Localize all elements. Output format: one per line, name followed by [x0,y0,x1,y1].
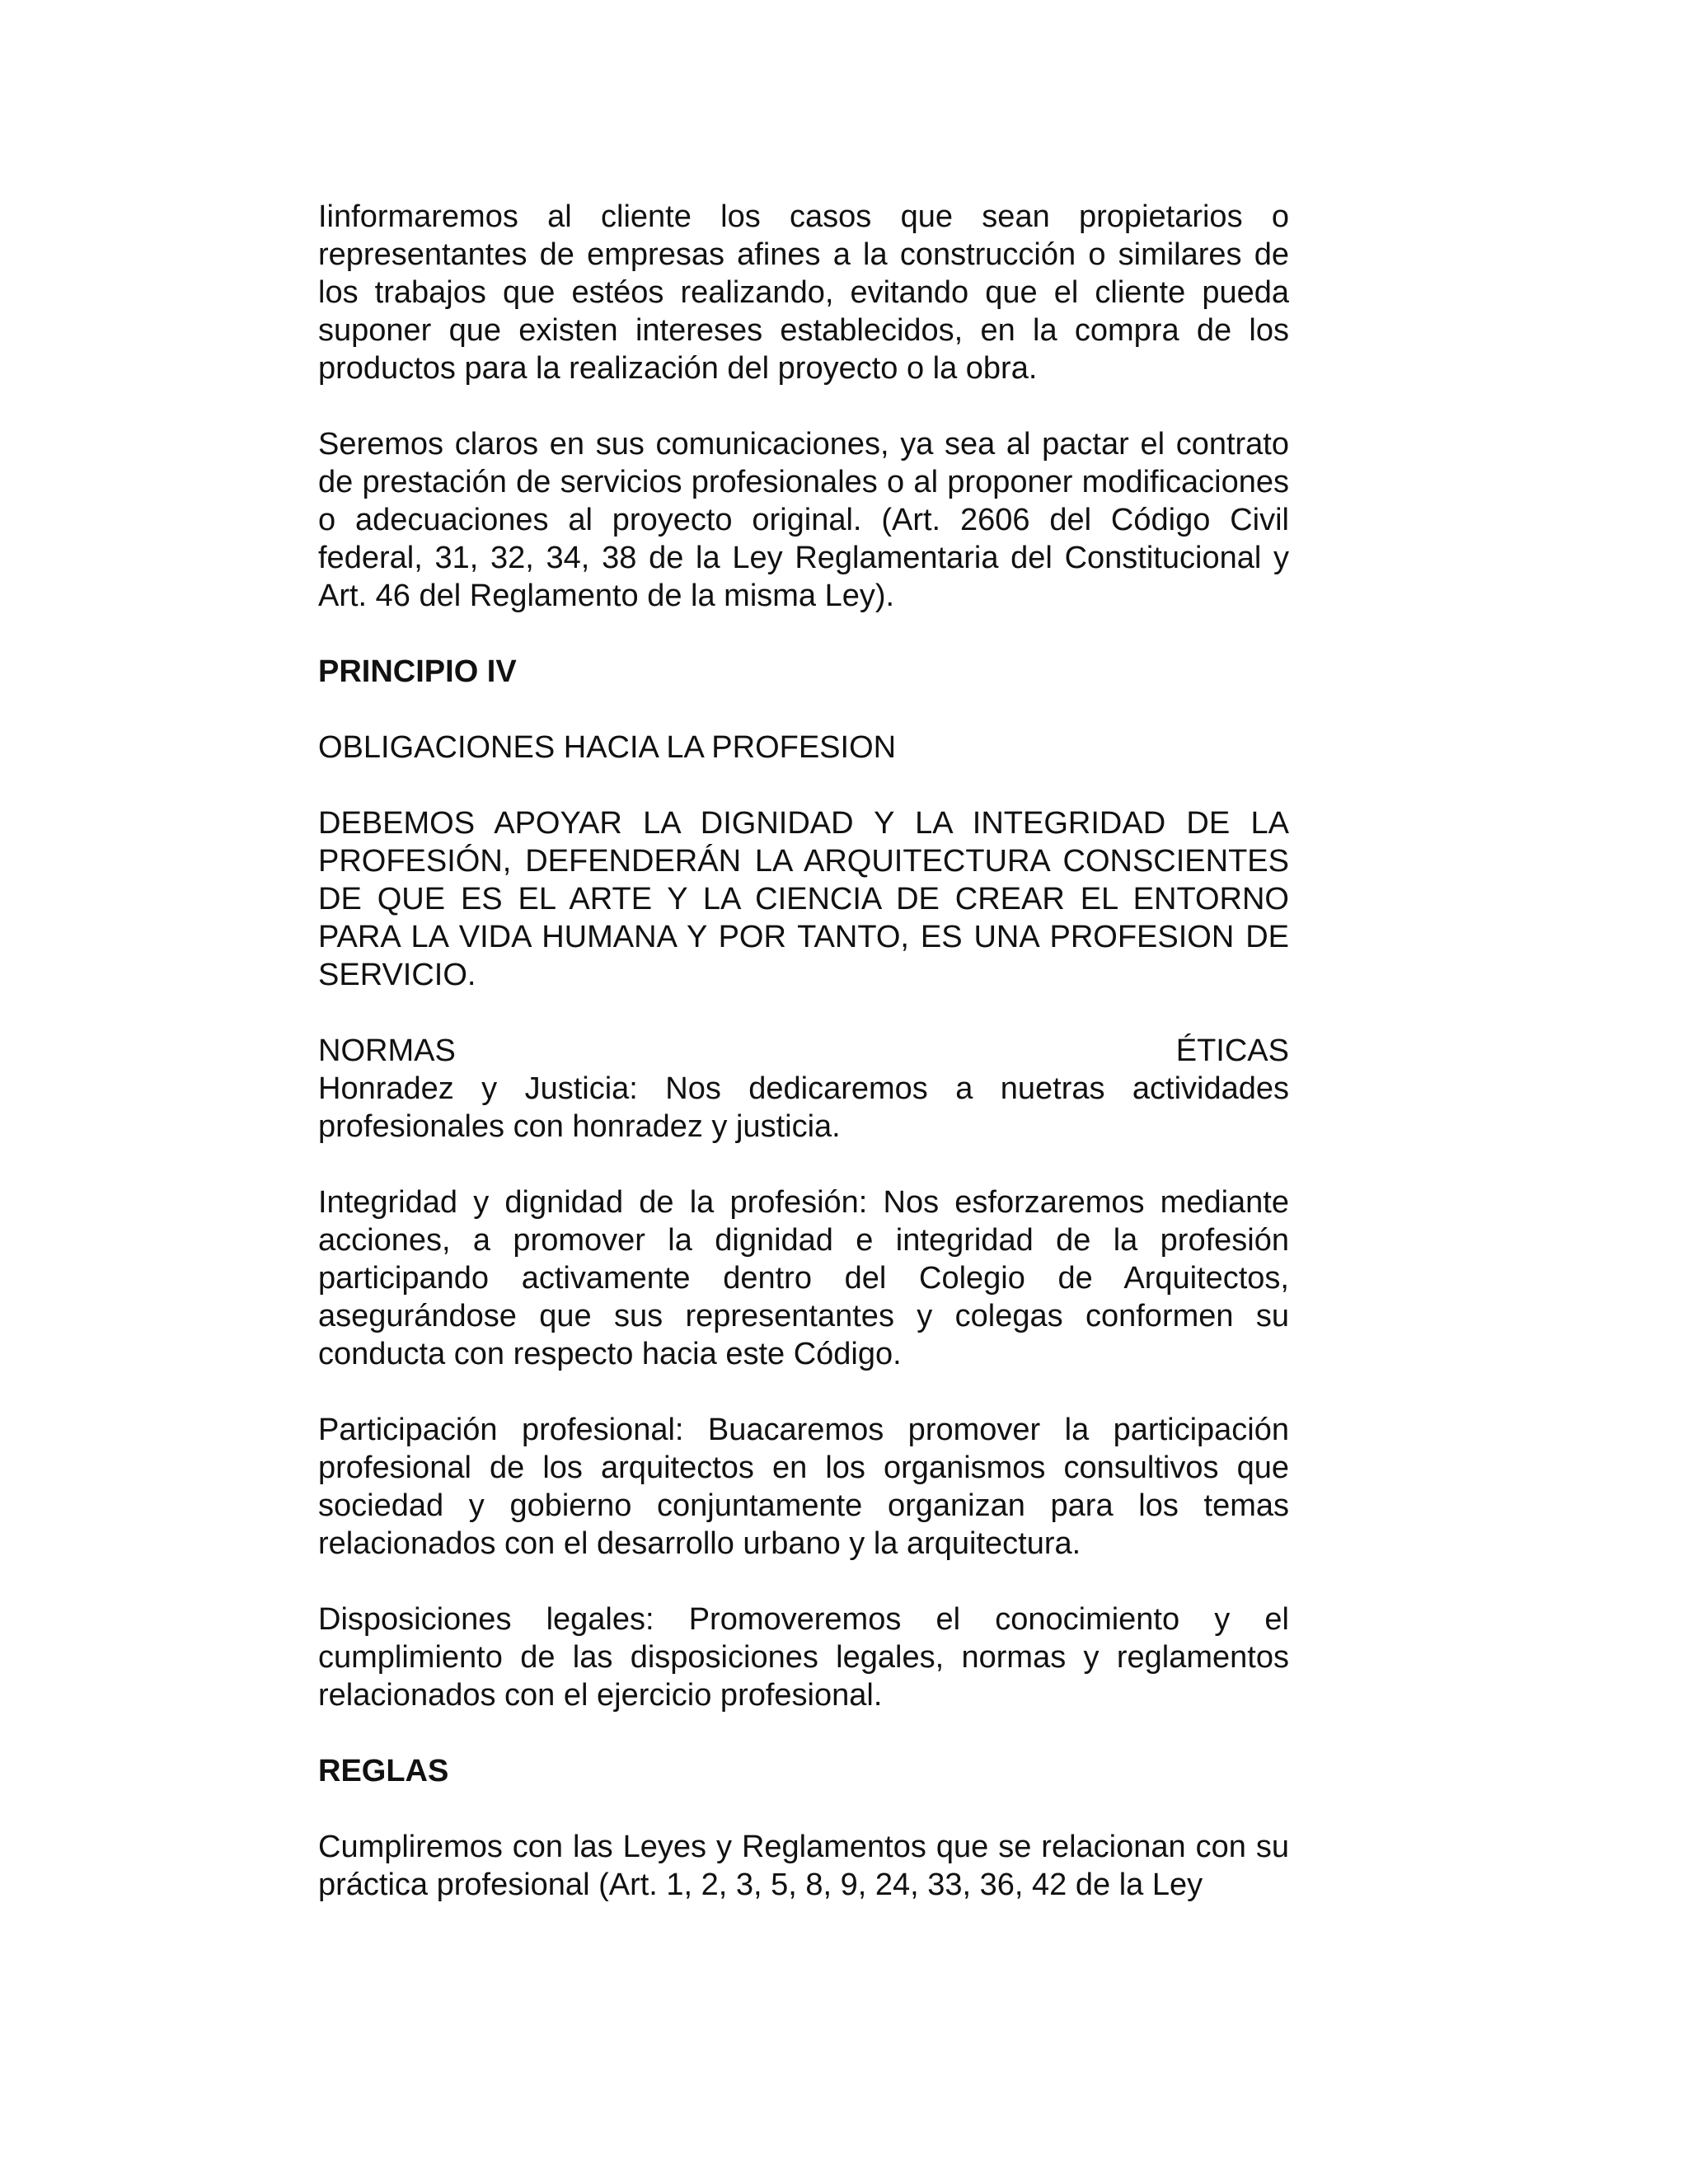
rules-heading: REGLAS [318,1754,449,1788]
paragraph-legal-provisions: Disposiciones legales: Promoveremos el conocimiento y el cumplimiento de las disposiciones legales, normas y reglamentos relacionados con el ejercicio profesional. [318,1602,1289,1713]
principle-statement: DEBEMOS APOYAR LA DIGNIDAD Y LA INTEGRIDAD DE LA PROFESIÓN, DEFENDERÁN LA ARQUITECTURA CONSCIENTES DE QUE ES EL ARTE Y LA CIENCIA DE CREAR EL ENTORNO PARA LA VIDA HUMANA Y POR TANTO, ES UNA PROFESION DE SERVICIO. [318,806,1289,992]
paragraph-client-disclosure: Iinformaremos al cliente los casos que sean propietarios o representantes de empresas afines a la construcción o similares de los trabajos que estéos realizando, evitando que el cliente pueda suponer que existen intereses establecidos, en la compra de los productos para la realización del proyecto o la obra. [318,199,1289,386]
ethical-norms-section [318,1032,1289,1146]
ethical-norms-title [318,1032,1289,1070]
paragraph-honesty-justice: Honradez y Justicia: Nos dedicaremos a nuetras actividades profesionales con honradez y justicia. [318,1071,1289,1144]
obligations-title: OBLIGACIONES HACIA LA PROFESION [318,730,897,765]
norms-title-left: NORMAS [318,1033,456,1068]
paragraph-rules-compliance: Cumpliremos con las Leyes y Reglamentos que se relacionan con su práctica profesional (Art. 1, 2, 3, 5, 8, 9, 24, 33, 36, 42 de la Ley [318,1830,1289,1902]
document-page [318,198,1289,1904]
paragraph-professional-participation: Participación profesional: Buacaremos promover la participación profesional de los arquitectos en los organismos consultivos que sociedad y gobierno conjuntamente organizan para los temas relacionados con el desarrollo urbano y la arquitectura. [318,1413,1289,1561]
norms-title-right: ÉTICAS [1175,1033,1289,1068]
paragraph-clear-communications: Seremos claros en sus comunicaciones, ya sea al pactar el contrato de prestación de servicios profesionales o al proponer modificaciones o adecuaciones al proyecto original. (Art. 2606 del Código Civil federal, 31, 32, 34, 38 de la Ley Reglamentaria del Constitucional y Art. 46 del Reglamento de la misma Ley). [318,427,1289,613]
paragraph-integrity-dignity: Integridad y dignidad de la profesión: Nos esforzaremos mediante acciones, a promover la dignidad e integridad de la profesión participando activamente dentro del Colegio de Arquitectos, asegurándose que sus representantes y colegas conformen su conducta con respecto hacia este Código. [318,1185,1289,1371]
principle-heading: PRINCIPIO IV [318,654,517,689]
